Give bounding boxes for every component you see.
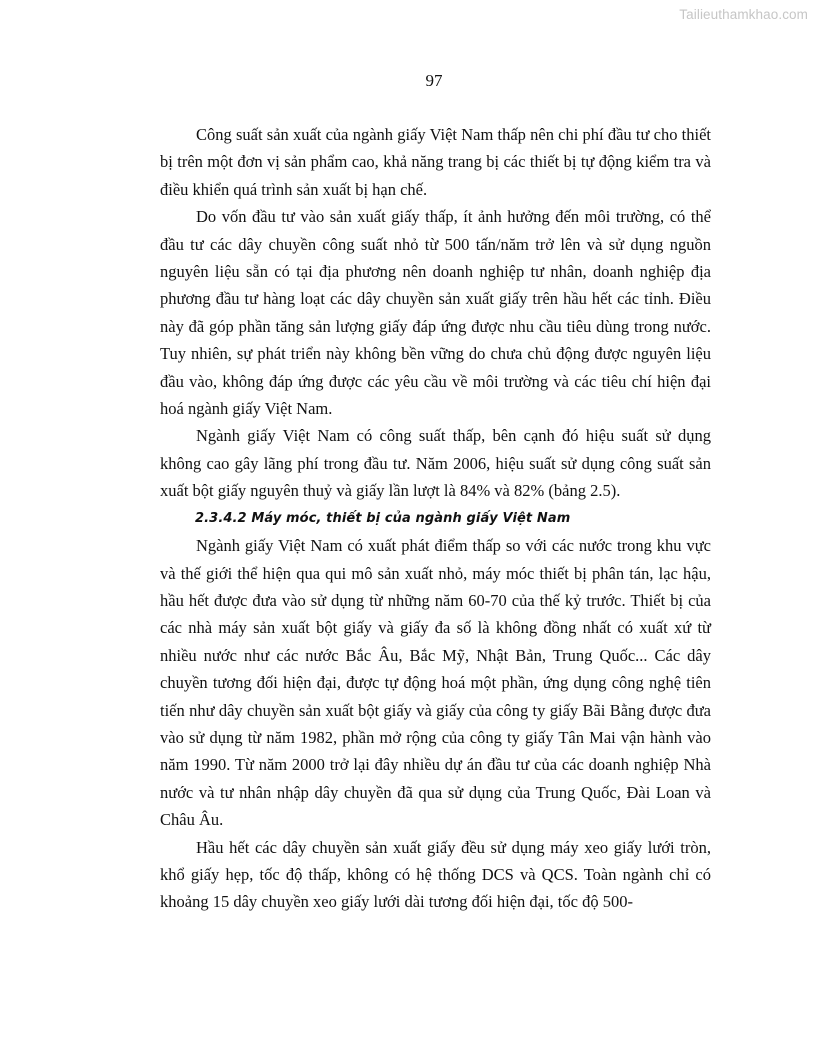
body-text xyxy=(160,121,711,916)
paragraph: Công suất sản xuất của ngành giấy Việt Nam thấp nên chi phí đầu tư cho thiết bị trên một đơn vị sản phẩm cao, khả năng trang bị các thiết bị tự động kiểm tra và điều khiển quá trình sản xuất bị hạn chế. xyxy=(160,125,711,199)
paragraph: Hầu hết các dây chuyền sản xuất giấy đều sử dụng máy xeo giấy lưới tròn, khổ giấy hẹp, tốc độ thấp, không có hệ thống DCS và QCS. Toàn ngành chỉ có khoảng 15 dây chuyền xeo giấy lưới dài tương đối hiện đại, tốc độ 500- xyxy=(160,837,711,912)
page-number: 97 xyxy=(425,71,443,90)
section-heading: 2.3.4.2 Máy móc, thiết bị của ngành giấy Việt Nam xyxy=(195,510,571,526)
paragraph: Ngành giấy Việt Nam có xuất phát điểm thấp so với các nước trong khu vực và thế giới thể hiện qua qui mô sản xuất nhỏ, máy móc thiết bị phân tán, lạc hậu, hầu hết được đưa vào sử dụng từ những năm 60-70 của thế kỷ trước. Thiết bị của các nhà máy sản xuất bột giấy và giấy đa số là không đồng nhất có xuất xứ từ nhiều nước như các nước Bắc Âu, Bắc Mỹ, Nhật Bản, Trung Quốc... Các dây chuyền tương đối hiện đại, được tự động hoá một phần, ứng dụng công nghệ tiên tiến như dây chuyền sản xuất bột giấy và giấy của công ty giấy Bãi Bằng được đưa vào sử dụng từ năm 1982, phần mở rộng của công ty giấy Tân Mai vận hành vào năm 1990. Từ năm 2000 trở lại đây nhiều dự án đầu tư của các doanh nghiệp Nhà nước và tư nhân nhập dây chuyền đã qua sử dụng của Trung Quốc, Đài Loan và Châu Âu. xyxy=(160,536,711,830)
watermark: Tailieuthamkhao.com xyxy=(679,7,808,22)
paragraph: Do vốn đầu tư vào sản xuất giấy thấp, ít ảnh hưởng đến môi trường, có thể đầu tư các dây chuyền công suất nhỏ từ 500 tấn/năm trở lên và sử dụng nguồn nguyên liệu sẵn có tại địa phương nên doanh nghiệp tư nhân, doanh nghiệp địa phương đầu tư hàng loạt các dây chuyền sản xuất giấy trên hầu hết các tỉnh. Điều này đã góp phần tăng sản lượng giấy đáp ứng được nhu cầu tiêu dùng trong nước. Tuy nhiên, sự phát triển này không bền vững do chưa chủ động được nguyên liệu đầu vào, không đáp ứng được các yêu cầu về môi trường và các tiêu chí hiện đại hoá ngành giấy Việt Nam. xyxy=(160,207,711,419)
paragraph: Ngành giấy Việt Nam có công suất thấp, bên cạnh đó hiệu suất sử dụng không cao gây lãng phí trong đầu tư. Năm 2006, hiệu suất sử dụng công suất sản xuất bột giấy nguyên thuỷ và giấy lần lượt là 84% và 82% (bảng 2.5). xyxy=(160,426,711,501)
